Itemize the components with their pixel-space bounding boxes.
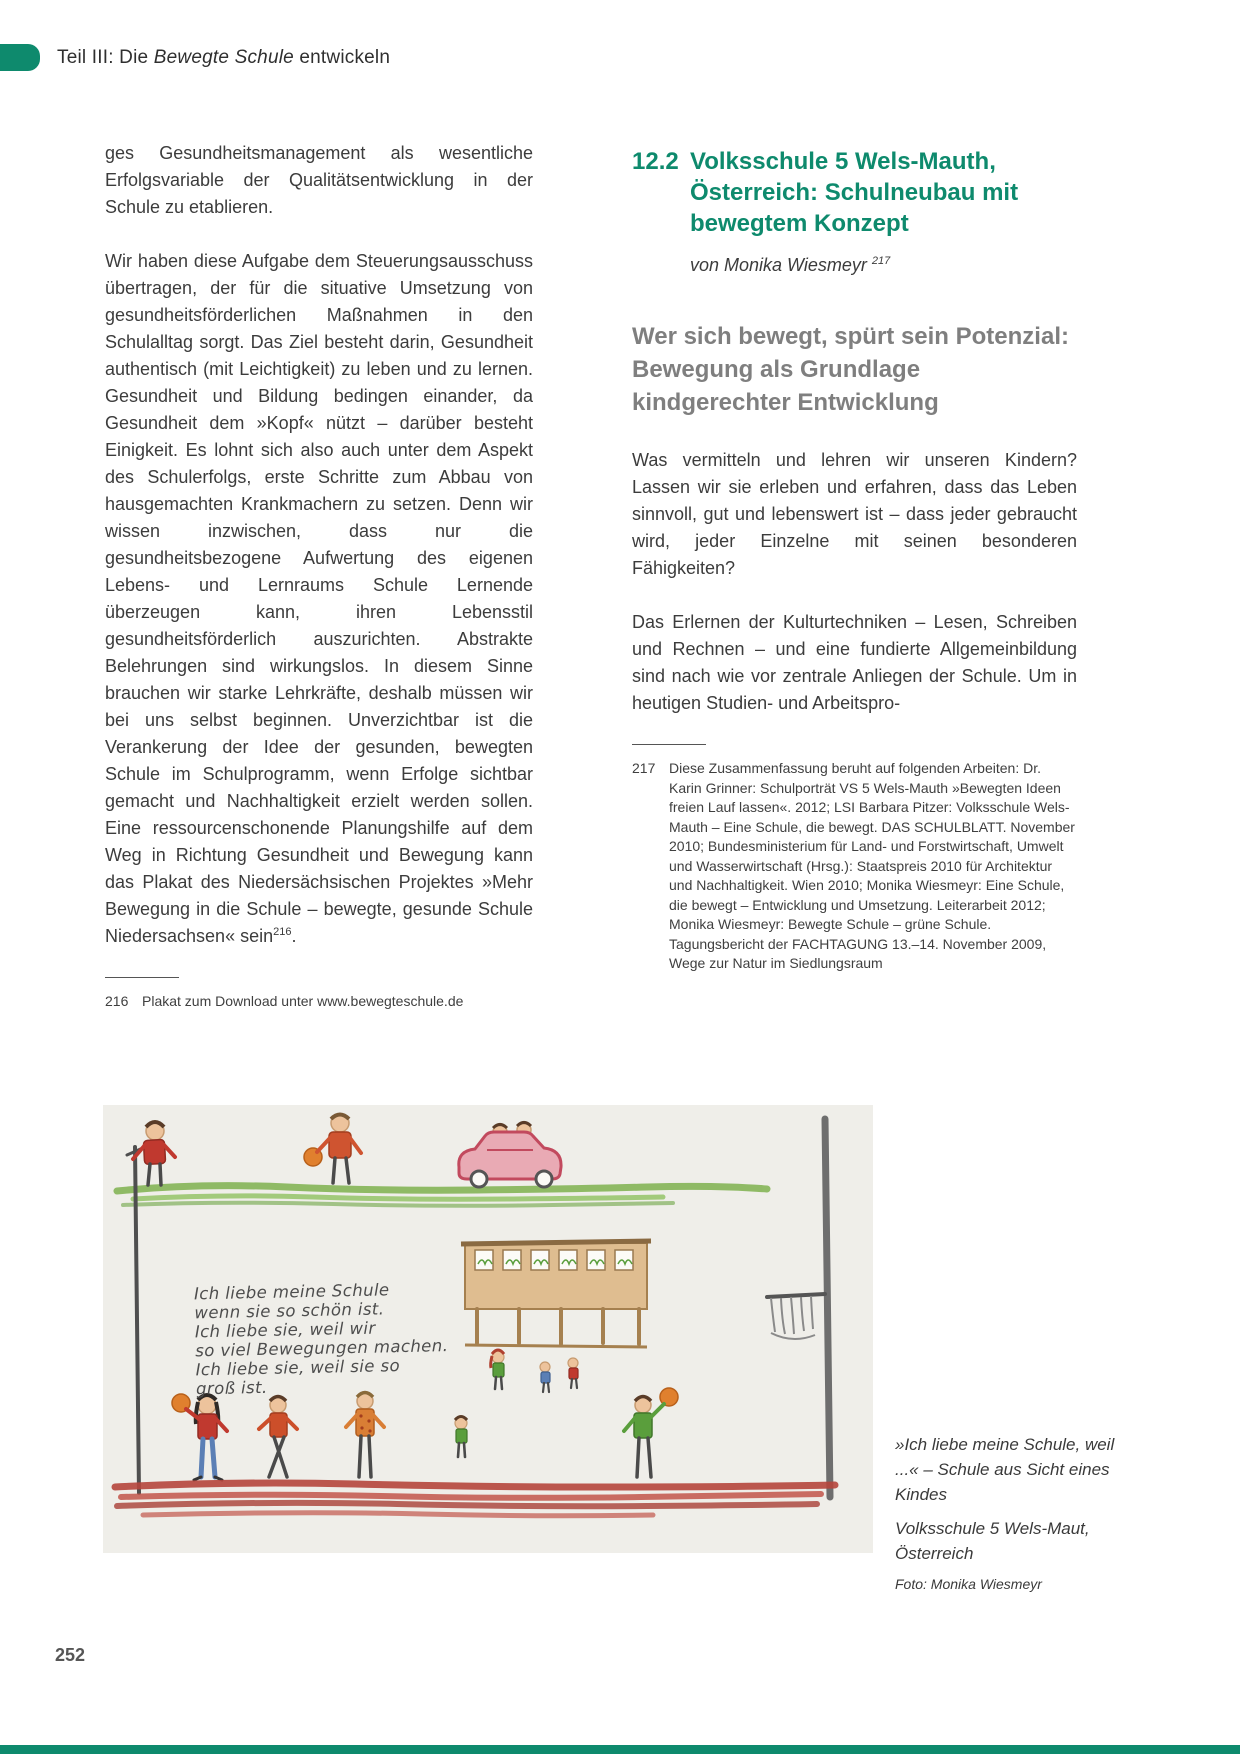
section-title: Volksschule 5 Wels-Mauth, Österreich: Schulneubau mit bewegtem Konzept [690, 148, 1019, 237]
running-header [0, 44, 390, 71]
page-number: 252 [55, 1645, 86, 1665]
body-paragraph: Das Erlernen der Kulturtechniken – Lesen, Schreiben und Rechnen – und eine fundierte Allgemeinbildung sind nach wie vor zentrale Anliegen der Schule. Um in heutigen Studien- und Arbeitspro- [632, 612, 1077, 713]
caption-text: »Ich liebe meine Schule, weil ...« – Schule aus Sicht eines Kindes [895, 1435, 1115, 1504]
handwriting-line: wenn sie so schön ist. [194, 1299, 385, 1323]
body-paragraph: ges Gesundheitsmanagement als wesentliche Erfolgsvariable der Qualitätsentwicklung in der Schule zu etablieren. [105, 143, 533, 217]
figure-caption [895, 1432, 1120, 1593]
chapter-tab-marker [0, 44, 40, 71]
header-prefix: Teil III: Die [57, 46, 154, 68]
header-suffix: entwickeln [293, 46, 391, 68]
handwriting-line: Ich liebe sie, weil sie so [195, 1356, 401, 1380]
footnote-rule [632, 744, 706, 745]
sub-heading: Wer sich bewegt, spürt sein Potenzial: Bewegung als Grundlage kindgerechter Entwicklung [632, 323, 1069, 416]
paragraph-text: Wir haben diese Aufgabe dem Steuerungsausschuss übertragen, der für die situative Umsetzung von gesundheitsförderlichen Maßnahmen in den Schulalltag sorgt. Das Ziel besteht darin, Gesundheit authentisch (mit Leichtigkeit) zu leben und zu lernen. Gesundheit und Bildung bedingen einander, da Gesundheit dem »Kopf« nützt – darüber besteht Einigkeit. Es lohnt sich also auch unter dem Aspekt des Schulerfolgs, erste Schritte zum Abbau von hausgemachten Krankmachern zu setzen. Denn wir wissen inzwischen, dass nur die gesundheitsbezogene Aufwertung des eigenen Lebens- und Lernraums Schule Lernende überzeugen kann, ihren Lebensstil gesundheitsförderlich auszurichten. Abstrakte Belehrungen sind wirkungslos. In diesem Sinne brauchen wir starke Lehrkräfte, deshalb müssen wir bei uns selbst beginnen. Unverzichtbar ist die Verankerung der Idee der gesunden, bewegten Schule im Schulprogramm, wenn Erfolge sichtbar gemacht und Nachhaltigkeit erzielt werden sollen. Eine ressourcenschonende Planungshilfe auf dem Weg in Richtung Gesundheit und Bewegung kann das Plakat des Niedersächsischen Projektes »Mehr Bewegung in die Schule – bewegte, gesunde Schule Niedersachsen« sein [105, 251, 533, 946]
byline-text: von Monika Wiesmeyr [690, 255, 867, 275]
footnote-text: Diese Zusammenfassung beruht auf folgenden Arbeiten: Dr. Karin Grinner: Schulporträt VS 5 Wels-Mauth »Bewegten Ideen freien Lauf lassen«. 2012; LSI Barbara Pitzer: Volksschule Wels-Mauth – Eine Schule, die bewegt. DAS SCHULBLATT. November 2010; Bundesministerium für Land- und Forstwirtschaft, Umwelt und Wasserwirtschaft (Hrsg.): Staatspreis 2010 für Architektur und Nachhaltigkeit. Wien 2010; Monika Wiesmeyr: Eine Schule, die bewegt – Entwicklung und Umsetzung. Leiterarbeit 2012; Monika Wiesmeyr: Bewegte Schule – grüne Schule. Tagungsbericht der FACHTAGUNG 13.–14. November 2009, Wege zur Natur im Siedlungsraum [669, 760, 1075, 971]
body-paragraph [105, 248, 533, 950]
left-column [105, 140, 533, 1012]
header-emphasis: Bewegte Schule [153, 46, 294, 68]
figure-image [103, 1105, 873, 1553]
footnote-number: 216 [105, 993, 129, 1009]
handwriting-line: groß ist. [195, 1377, 268, 1399]
section-number: 12.2 [632, 148, 679, 175]
drawing-handwriting [194, 1278, 516, 1399]
section-heading [632, 146, 1077, 239]
byline [690, 255, 1077, 276]
footnote [105, 992, 533, 1012]
caption-photo-credit: Foto: Monika Wiesmeyr [895, 1576, 1042, 1592]
handwriting-line: Ich liebe sie, weil wir [194, 1318, 376, 1342]
footnote-reference: 217 [871, 255, 891, 267]
footnote [632, 759, 1077, 974]
footnote-reference: 216 [273, 926, 292, 938]
footnote-rule [105, 977, 179, 978]
body-paragraph: Was vermitteln und lehren wir unseren Kindern? Lassen wir sie erleben und erfahren, dass das Leben sinnvoll, gut und lebenswert ist – dass jeder gebraucht wird, jeder Einzelne mit seinen besonderen Fähigkeiten? [632, 450, 1077, 578]
caption-source: Volksschule 5 Wels-Maut, Österreich [895, 1519, 1090, 1563]
right-column [632, 140, 1077, 974]
paragraph-text: . [291, 926, 297, 946]
footnote-number: 217 [632, 760, 656, 776]
running-header-title [57, 47, 390, 69]
handwriting-line: so viel Bewegungen machen. [195, 1336, 449, 1361]
footnote-text: Plakat zum Download unter www.bewegteschule.de [142, 993, 464, 1009]
footer-accent-bar [0, 1745, 1240, 1754]
handwriting-line: Ich liebe meine Schule [193, 1280, 390, 1304]
